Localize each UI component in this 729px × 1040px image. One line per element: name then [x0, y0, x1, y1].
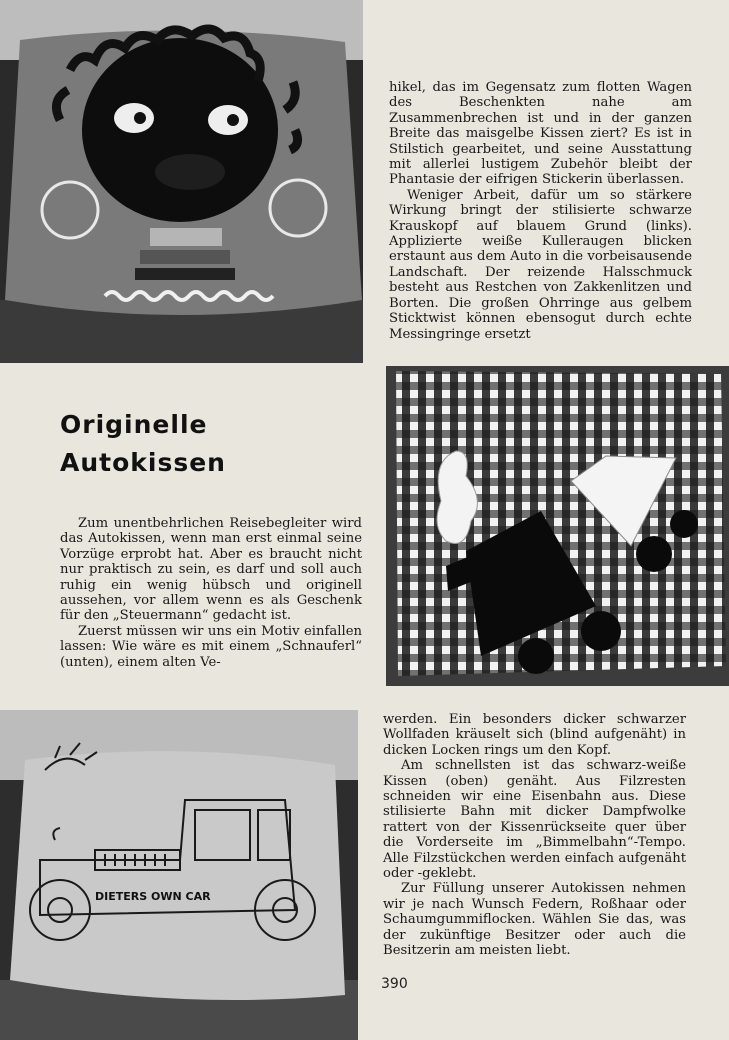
article-text-left-middle [60, 516, 362, 670]
photo-face-cushion [0, 0, 363, 363]
paragraph: Zur Füllung unserer Autokissen nehmen wir je nach Wunsch Federn, Roßhaar oder Schaumgummiflocken. Wählen Sie das, was der zukünftige Besitzer oder auch die Besitzerin am meisten liebt. [383, 881, 686, 959]
article-text-right-top [389, 80, 692, 342]
article-text-right-bottom [383, 712, 686, 959]
car-cushion-embroidered-text: DIETERS OWN CAR [95, 890, 211, 903]
title-line-2: Autokissen [60, 448, 226, 477]
paragraph: Zum unentbehrlichen Reisebegleiter wird das Autokissen, wenn man erst einmal seine Vorzüge erprobt hat. Aber es braucht nicht nur praktisch zu sein, es darf und soll auch ruhig ein wenig hübsch und originell aussehen, vor allem wenn es als Geschenk für den „Steuermann“ gedacht ist. [60, 516, 362, 624]
paragraph: Weniger Arbeit, dafür um so stärkere Wirkung bringt der stilisierte schwarze Krauskopf auf blauem Grund (links). Applizierte weiße Kulleraugen blicken erstaunt aus dem Auto in die vorbeisausende Landschaft. Der reizende Halsschmuck besteht aus Restchen von Zakkenlitzen und Borten. Die großen Ohrringe aus gelbem Sticktwist können ebensogut durch echte Messingringe ersetzt [389, 187, 692, 342]
photo-car-cushion [0, 710, 358, 1040]
paragraph: Am schnellsten ist das schwarz-weiße Kissen (oben) genäht. Aus Filzresten schneiden wir eine Eisenbahn aus. Diese stilisierte Bahn mit dicker Dampfwolke rattert von der Kissenrückseite quer über die Vorderseite im „Bimmelbahn“-Tempo. Alle Filzstückchen werden einfach aufgenäht oder -geklebt. [383, 758, 686, 882]
paragraph: hikel, das im Gegensatz zum flotten Wagen des Beschenkten nahe am Zusammenbrechen ist und in der ganzen Breite das maisgelbe Kissen ziert? Es ist in Stilstich gearbeitet, und seine Ausstattung mit allerlei lustigem Zubehör bleibt der Phantasie der eifrigen Stickerin überlassen. [389, 80, 692, 188]
article-title [60, 406, 226, 482]
page-number: 390 [381, 976, 408, 992]
photo-checkered-cushion [386, 366, 729, 686]
paragraph: Zuerst müssen wir uns ein Motiv einfallen lassen: Wie wäre es mit einem „Schnauferl“ (unten), einem alten Ve- [60, 623, 362, 670]
title-line-1: Originelle [60, 410, 208, 439]
paragraph: werden. Ein besonders dicker schwarzer Wollfaden kräuselt sich (blind aufgenäht) in dicken Locken rings um den Kopf. [383, 712, 686, 758]
